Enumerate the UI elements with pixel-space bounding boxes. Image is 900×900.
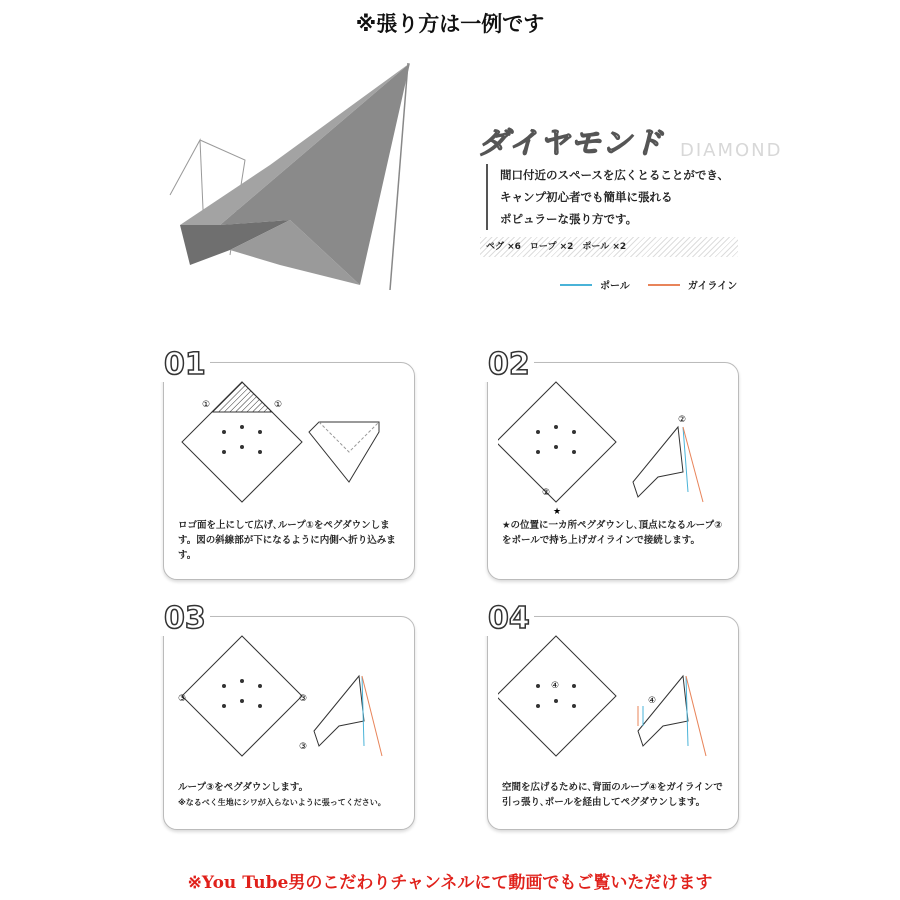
step-card-03 <box>163 601 415 830</box>
tarp-illustration <box>160 55 420 295</box>
legend <box>560 277 737 292</box>
step-diagram <box>498 377 728 517</box>
step-number: 02 <box>484 348 534 382</box>
loop-marker: ③ <box>178 694 187 704</box>
loop-marker: ① <box>274 400 283 410</box>
step-instruction: ★の位置に一カ所ペグダウンし､頂点になるループ②をポールで持ち上げガイラインで接続します。 <box>502 520 723 546</box>
guyline-swatch <box>648 284 680 286</box>
loop-marker: ④ <box>648 696 657 706</box>
page-title: ※張り方は一例です <box>355 12 545 36</box>
step-card-04 <box>487 601 739 830</box>
step-number: 03 <box>160 602 210 636</box>
loop-marker: ② <box>678 415 687 425</box>
step-instruction <box>178 780 403 810</box>
pole-line-swatch <box>560 284 592 286</box>
loop-marker: ③ <box>299 694 308 704</box>
loop-marker: ③ <box>299 742 308 752</box>
required-items: ペグ ×6 ロープ ×2 ポール ×2 <box>480 237 738 257</box>
pitch-name: ダイヤモンド <box>478 126 664 161</box>
step-text: ループ③をペグダウンします。 <box>178 782 309 793</box>
description-line: 間口付近のスペースを広くとることができ、 <box>500 168 729 182</box>
step-diagram <box>174 631 404 771</box>
step-card-01 <box>163 347 415 580</box>
step-number: 04 <box>484 602 534 636</box>
description-line: キャンプ初心者でも簡単に張れる <box>500 190 673 204</box>
loop-marker: ④ <box>551 681 560 691</box>
step-diagram <box>498 631 728 771</box>
step-number: 01 <box>160 348 210 382</box>
step-instruction: ロゴ面を上にして広げ､ループ①をペグダウンします。図の斜線部が下になるように内側へ折り込みます。 <box>178 520 396 561</box>
pitch-description <box>486 164 729 230</box>
legend-guyline: ガイライン <box>687 281 738 292</box>
step-card-02 <box>487 347 739 580</box>
step-diagram <box>174 377 404 507</box>
pitch-name-english: DIAMOND <box>680 140 783 161</box>
loop-marker: ② <box>542 488 551 498</box>
step-note: ※なるべく生地にシワが入らないように張ってください。 <box>178 798 386 807</box>
loop-marker: ① <box>202 400 211 410</box>
star-marker: ★ <box>553 507 562 517</box>
legend-pole: ポール <box>600 281 630 292</box>
youtube-notice: ※You Tube男のこだわりチャンネルにて動画でもご覧いただけます <box>187 873 713 893</box>
step-instruction: 空間を広げるために､背面のループ④をガイラインで引っ張り､ポールを経由してペグダウンします。 <box>502 782 723 808</box>
description-line: ポピュラーな張り方です。 <box>500 212 638 226</box>
